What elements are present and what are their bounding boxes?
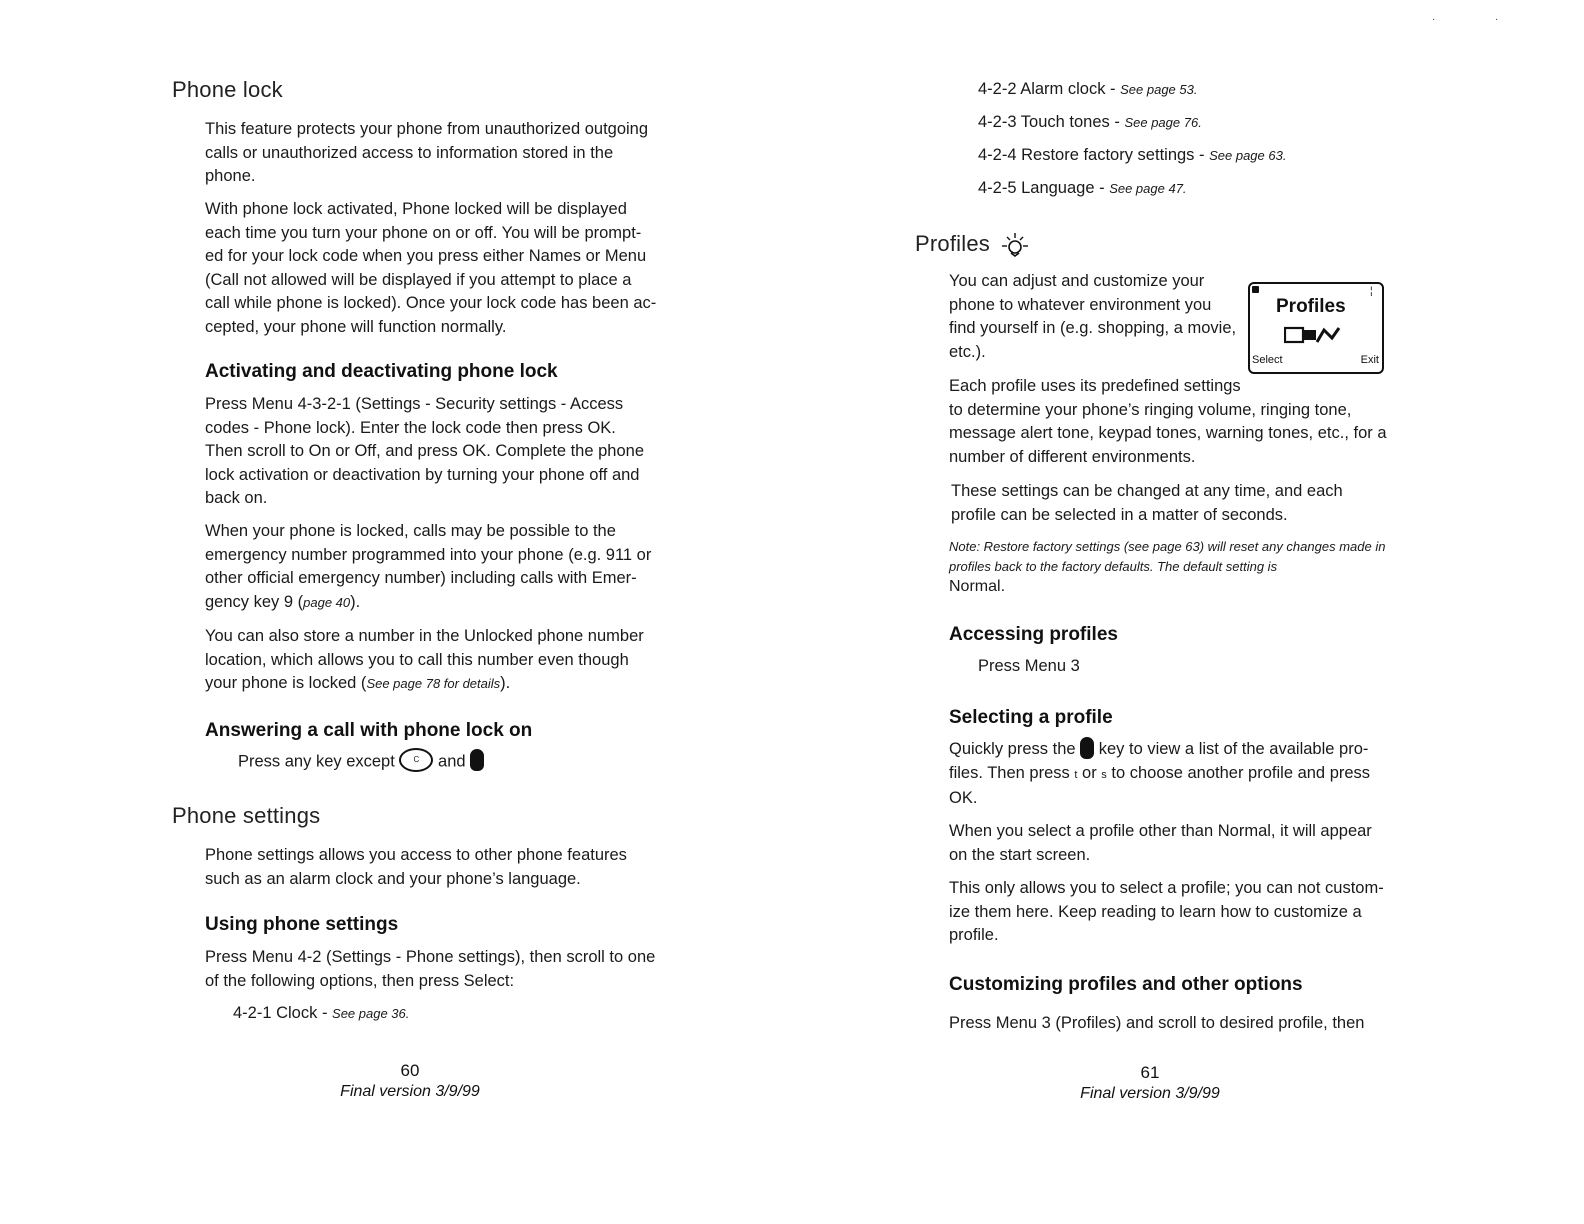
activating-p2 xyxy=(205,520,657,614)
option-label: 4-2-5 Language - xyxy=(978,179,1110,197)
scan-mark: · xyxy=(1432,14,1436,25)
right-page xyxy=(792,0,1584,1224)
page-number: 61 xyxy=(1140,1063,1160,1082)
scroll-down-key-icon: s xyxy=(1101,768,1107,781)
phone-settings-intro: Phone settings allows you access to other phone features such as an alarm clock and your phone’s language. xyxy=(205,846,627,888)
phone-lock-intro-2: With phone lock activated, Phone locked will be displayed each time you turn your phone on or off. You will be prompt- ed for your lock code when you press either Names or Menu (Call not allowed will be displayed if you attempt to place a call while phone is locked). Once your lock code has been ac- cepted, your phone will function normally. xyxy=(205,200,657,336)
page-reference: See page 78 for details xyxy=(366,676,501,691)
clear-key-icon: C xyxy=(399,748,433,772)
profiles-intro: You can adjust and customize your phone to whatever environment you find yourself in (e.g. shopping, a movie, etc.). xyxy=(949,272,1237,361)
selecting-p1 xyxy=(949,738,1389,811)
selecting-p1-c: to choose another profile and press OK. xyxy=(949,763,1371,807)
section-title-phone-settings: Phone settings xyxy=(172,803,321,828)
activating-p3 xyxy=(205,625,657,696)
activating-p3-end: ). xyxy=(500,674,511,692)
phone-lock-intro-1: This feature protects your phone from unauthorized outgoing calls or unauthorized access to information stored in the phone. xyxy=(205,120,649,185)
power-key-icon xyxy=(1080,737,1094,759)
section-title-phone-lock: Phone lock xyxy=(172,77,283,102)
activating-p1: Press Menu 4-3-2-1 (Settings - Security settings - Access codes - Phone lock). Enter the lock code then press OK. Then scroll to On or Off, and press OK. Complete the phone lock activation or deactivation by turning your phone off and back on. xyxy=(205,395,645,507)
option-label: 4-2-1 Clock - xyxy=(233,1004,333,1022)
note-text: Note: Restore factory settings (see page 63) will reset any changes made in profiles back to the factory defaults. The default setting is xyxy=(949,539,1386,574)
using-p1: Press Menu 4-2 (Settings - Phone settings), then scroll to one of the following options, then press Select: xyxy=(205,948,656,990)
option-label: 4-2-2 Alarm clock - xyxy=(978,80,1121,98)
answering-text-and: and xyxy=(438,752,466,771)
battery-icon: ¦ xyxy=(1370,286,1373,297)
heading-customizing: Customizing profiles and other options xyxy=(949,974,1303,995)
heading-activating: Activating and deactivating phone lock xyxy=(205,361,558,382)
accessing-text: Press Menu 3 xyxy=(978,657,1080,675)
signal-icon xyxy=(1252,286,1259,293)
heading-answering: Answering a call with phone lock on xyxy=(205,720,533,741)
screen-softkey-exit: Exit xyxy=(1360,354,1379,366)
page-reference: See page 53. xyxy=(1120,82,1198,97)
activating-p2-text: When your phone is locked, calls may be possible to the emergency number programmed into your phone (e.g. 911 or other official emergency number) including calls with Emer- gency key 9 ( xyxy=(205,522,652,611)
option-alarm-clock xyxy=(978,80,1197,99)
phone-screen-profiles xyxy=(1248,282,1384,374)
profiles-p2: These settings can be changed at any time, and each profile can be selected in a matter of seconds. xyxy=(951,482,1343,524)
option-touch-tones xyxy=(978,113,1202,132)
activating-p3-text: You can also store a number in the Unlocked phone number location, which allows you to call this number even though your phone is locked ( xyxy=(205,627,644,692)
option-clock xyxy=(233,1004,409,1023)
option-restore-factory xyxy=(978,146,1286,165)
selecting-p3: This only allows you to select a profile; you can not custom- ize them here. Keep reading to learn how to customize a profile. xyxy=(949,879,1384,944)
option-label: 4-2-4 Restore factory settings - xyxy=(978,146,1210,164)
scan-mark: · xyxy=(1495,14,1499,25)
screen-title: Profiles xyxy=(1276,296,1346,317)
power-key-icon xyxy=(470,749,484,771)
profiles-intro-cont-2: to determine your phone’s ringing volume, ringing tone, message alert tone, keypad tones, warning tones, etc., for a number of different environments. xyxy=(949,400,1387,466)
page-reference: See page 36. xyxy=(332,1006,410,1021)
selecting-p1-a: Quickly press the xyxy=(949,740,1076,758)
profiles-icon xyxy=(1000,230,1030,260)
section-title-profiles xyxy=(915,230,1030,260)
version-footer: Final version 3/9/99 xyxy=(1080,1085,1220,1102)
version-footer: Final version 3/9/99 xyxy=(340,1083,480,1100)
page-reference: See page 76. xyxy=(1124,115,1202,130)
option-label: 4-2-3 Touch tones - xyxy=(978,113,1125,131)
profiles-title: Profiles xyxy=(915,230,990,256)
heading-selecting: Selecting a profile xyxy=(949,707,1113,728)
customizing-text: Press Menu 3 (Profiles) and scroll to desired profile, then xyxy=(949,1014,1365,1032)
selecting-p2: When you select a profile other than Normal, it will appear on the start screen. xyxy=(949,822,1372,864)
answering-text-before: Press any key except xyxy=(238,752,395,771)
profile-graphic-icon xyxy=(1284,324,1342,346)
screen-softkey-select: Select xyxy=(1252,354,1283,366)
page-reference: See page 63. xyxy=(1209,148,1287,163)
profiles-intro-cont-1: Each profile uses its predefined settings xyxy=(949,377,1241,395)
scroll-up-key-icon: t xyxy=(1074,768,1078,781)
note-end: Normal. xyxy=(949,578,1006,595)
selecting-p1-or: or xyxy=(1082,763,1097,782)
heading-accessing: Accessing profiles xyxy=(949,624,1118,645)
profiles-note xyxy=(949,537,1389,597)
activating-p2-end: ). xyxy=(350,592,361,611)
page-reference: See page 47. xyxy=(1109,181,1187,196)
profiles-intro-cont xyxy=(949,375,1389,469)
answering-text xyxy=(238,750,484,774)
page-number: 60 xyxy=(400,1061,420,1080)
selecting-p1-b: key to view a list of the available pro- files. Then press xyxy=(949,740,1369,782)
option-language xyxy=(978,179,1187,198)
page-reference: page 40 xyxy=(303,594,351,610)
heading-using: Using phone settings xyxy=(205,914,399,935)
